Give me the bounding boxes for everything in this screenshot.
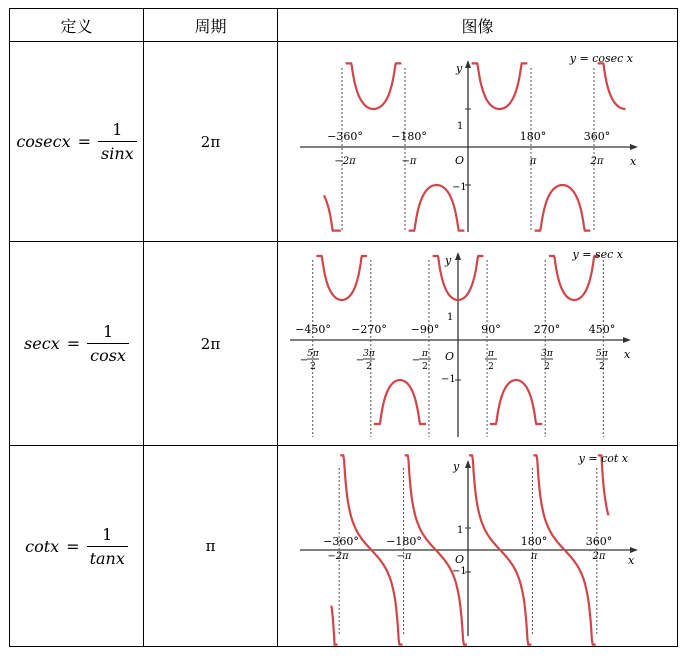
- curve-branch: [332, 606, 338, 645]
- x-tick-numerator: π: [488, 349, 494, 359]
- x-tick-label: 180°: [519, 130, 547, 143]
- equals-sign: =: [66, 334, 81, 353]
- degree-tick-labels: [295, 323, 615, 336]
- x-tick-sign: −: [299, 355, 309, 366]
- x-tick-label: −180°: [386, 535, 422, 548]
- numerator: 1: [102, 322, 114, 341]
- x-tick-denominator: 2: [422, 362, 428, 372]
- x-tick-label: π: [530, 551, 538, 562]
- equals-sign: =: [77, 132, 91, 151]
- function-name: cosecx: [16, 132, 71, 151]
- x-tick-label: −2π: [327, 551, 349, 562]
- x-tick-label: −270°: [351, 323, 387, 336]
- curve-branch: [549, 256, 600, 300]
- cot-formula: [25, 525, 128, 568]
- denominator: sinx: [98, 141, 137, 163]
- x-tick-numerator: 5π: [596, 349, 608, 359]
- x-tick-label: 450°: [588, 323, 616, 336]
- y-tick-label: 1: [457, 525, 464, 536]
- period-cell: 2π: [144, 242, 278, 446]
- y-tick-label: 1: [457, 121, 464, 132]
- x-tick-label: −450°: [295, 323, 331, 336]
- sec-formula: [24, 322, 129, 365]
- graph-cell: [278, 242, 678, 446]
- curve-branch: [535, 185, 591, 231]
- fraction: [87, 525, 128, 568]
- graph-title: y = cot x: [578, 452, 628, 465]
- header-image: 图像: [278, 9, 678, 42]
- x-axis-arrow: [630, 547, 638, 553]
- curve-branch: [316, 256, 367, 300]
- x-axis-label: x: [628, 554, 635, 567]
- cot-graph: [278, 446, 678, 646]
- y-tick-label: −1: [452, 182, 467, 193]
- graph-cell: [278, 42, 678, 242]
- x-tick-denominator: 2: [544, 362, 550, 372]
- curve-branch: [346, 63, 402, 109]
- y-tick-label: 1: [447, 312, 454, 323]
- x-tick-label: 360°: [583, 130, 611, 143]
- trig-table: [9, 8, 678, 647]
- x-tick-label: 360°: [585, 535, 613, 548]
- x-tick-denominator: 2: [310, 362, 316, 372]
- y-tick-label: −1: [441, 374, 456, 385]
- x-tick-sign: −: [355, 355, 365, 366]
- fraction: [98, 120, 137, 163]
- x-axis-arrow: [630, 144, 638, 150]
- curve-branch: [490, 380, 542, 424]
- cosec-graph: [278, 42, 678, 241]
- x-tick-label: −360°: [327, 130, 363, 143]
- x-axis-label: x: [630, 155, 637, 168]
- function-name: secx: [24, 334, 60, 353]
- table-row: [10, 446, 678, 647]
- denominator: cosx: [87, 343, 129, 365]
- x-tick-label: −2π: [334, 156, 356, 167]
- definition-cell: [10, 446, 144, 647]
- sec-graph: [278, 242, 678, 445]
- x-tick-denominator: 2: [599, 362, 605, 372]
- equals-sign: =: [66, 536, 80, 556]
- y-axis-label: y: [456, 62, 463, 75]
- x-tick-sign: −: [411, 355, 421, 366]
- x-axis-arrow: [623, 337, 631, 343]
- curve-branch: [374, 380, 426, 424]
- header-definition: 定义: [10, 9, 144, 42]
- x-tick-denominator: 2: [488, 362, 494, 372]
- table-row: [10, 42, 678, 242]
- x-tick-label: π: [529, 156, 537, 167]
- table-row: [10, 242, 678, 446]
- x-tick-label: −360°: [323, 535, 359, 548]
- header-period: 周期: [144, 9, 278, 42]
- x-tick-label: 180°: [520, 535, 548, 548]
- y-axis-label: y: [453, 460, 460, 473]
- origin-label: O: [455, 553, 465, 566]
- curve-branch: [598, 63, 626, 109]
- graph-cell: [278, 446, 678, 647]
- x-tick-numerator: 3π: [541, 349, 553, 359]
- x-tick-label: −π: [396, 551, 412, 562]
- x-tick-numerator: 3π: [363, 349, 375, 359]
- x-tick-label: −π: [401, 156, 417, 167]
- fraction: [87, 322, 129, 365]
- x-tick-denominator: 2: [366, 362, 372, 372]
- period-cell: 2π: [144, 42, 278, 242]
- function-name: cotx: [25, 536, 60, 556]
- x-tick-label: −180°: [391, 130, 427, 143]
- curve-branch: [472, 63, 528, 109]
- curve-branch: [324, 195, 341, 230]
- y-axis-label: y: [445, 254, 452, 267]
- y-tick-label: −1: [452, 566, 467, 577]
- x-tick-label: −90°: [410, 323, 440, 336]
- origin-label: O: [455, 154, 465, 167]
- origin-label: O: [445, 350, 455, 363]
- x-tick-label: 2π: [590, 156, 604, 167]
- x-tick-label: 270°: [533, 323, 561, 336]
- x-tick-numerator: π: [422, 349, 428, 359]
- denominator: tanx: [87, 546, 128, 568]
- x-axis-label: x: [624, 348, 631, 361]
- radian-tick-labels: [300, 349, 609, 372]
- graph-title: y = cosec x: [569, 52, 633, 65]
- graph-title: y = sec x: [572, 248, 623, 261]
- numerator: 1: [102, 524, 113, 544]
- period-cell: π: [144, 446, 278, 647]
- x-tick-label: 90°: [481, 323, 501, 336]
- numerator: 1: [112, 120, 123, 139]
- definition-cell: [10, 42, 144, 242]
- cosec-formula: [16, 120, 136, 163]
- x-tick-label: 2π: [592, 551, 606, 562]
- x-tick-numerator: 5π: [307, 349, 319, 359]
- definition-cell: [10, 242, 144, 446]
